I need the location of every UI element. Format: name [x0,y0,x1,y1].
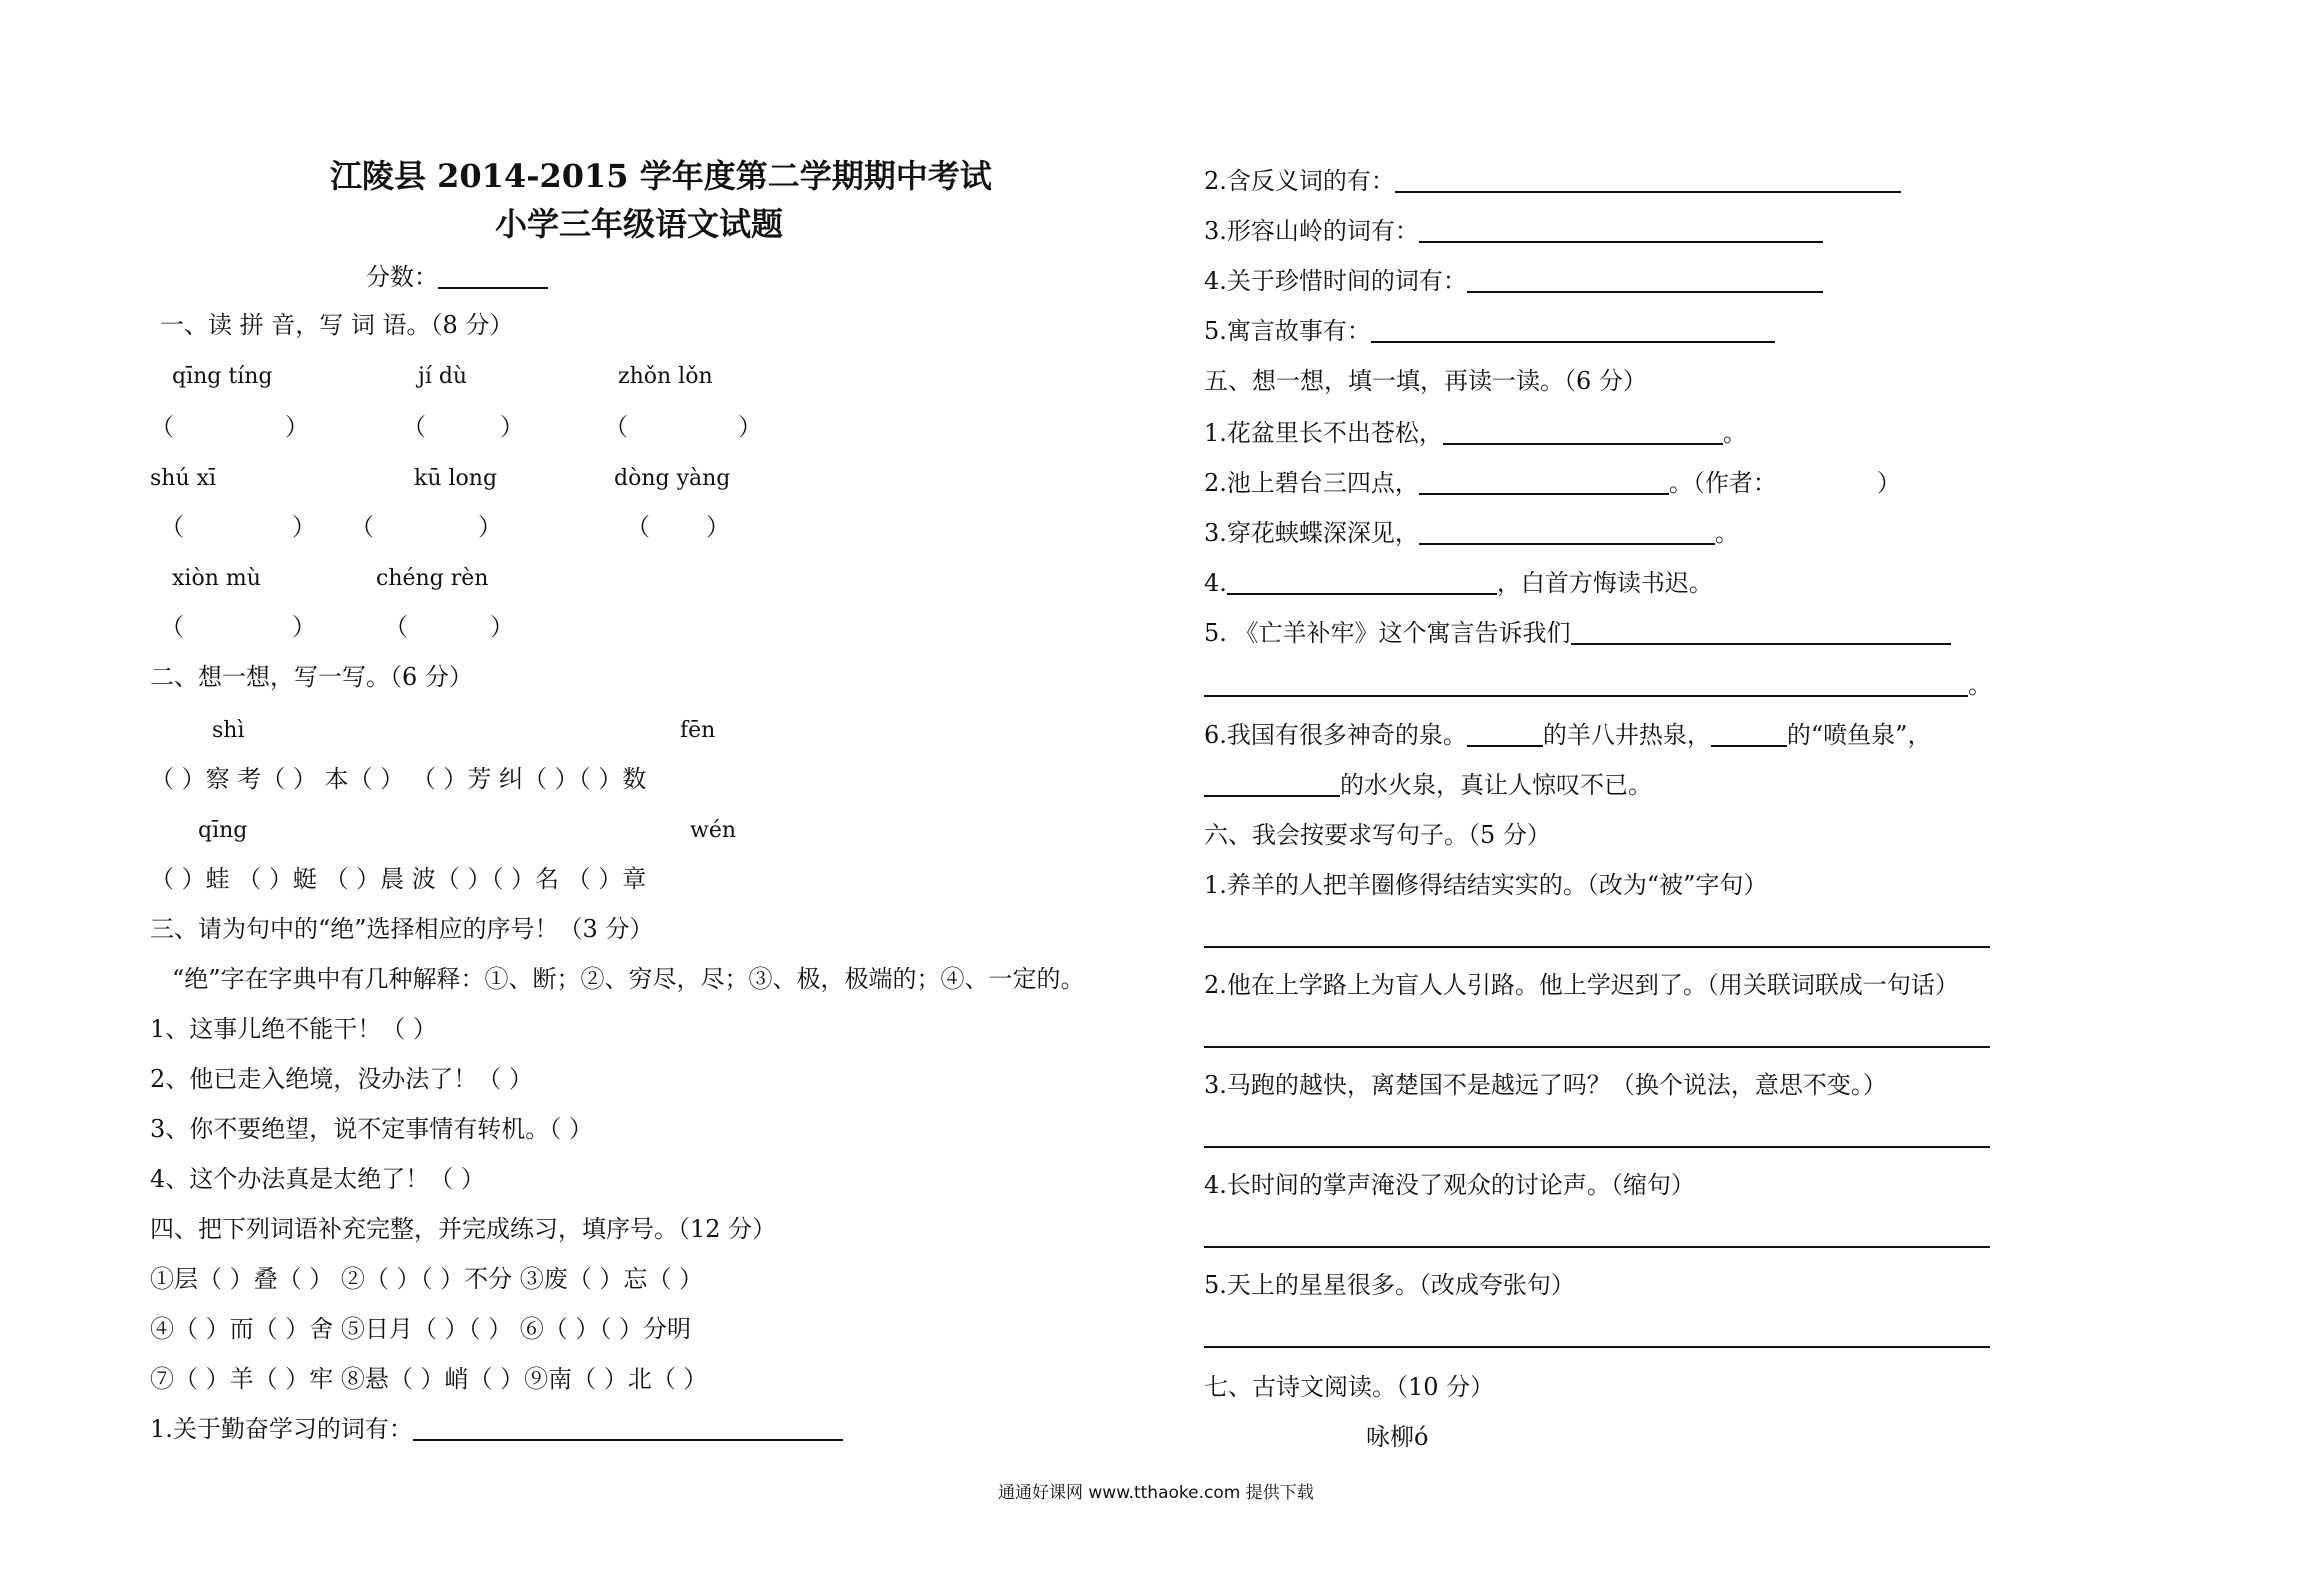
word-row-2: （ ）蛙 （ ）蜓 （ ）晨 波（ ）（ ）名 （ ）章 [150,865,647,893]
springs-text: 6.我国有很多神奇的泉。 [1204,721,1467,749]
poem-line-end: ，白首方悔读书迟。 [1496,569,1713,597]
score-field [366,262,548,292]
section-5-heading: 五、想一想，填一填，再读一读。（6 分） [1204,367,1647,395]
answer-line[interactable] [1204,1346,1990,1348]
answer-blank[interactable] [1419,217,1823,243]
poem-fill [1204,418,1747,448]
section-7-heading: 七、古诗文阅读。（10 分） [1204,1373,1495,1401]
poem-line-end: 。 [1722,419,1747,447]
pinyin-5: kū long [414,466,498,491]
answer-line[interactable] [1204,1246,1990,1248]
answer-line[interactable] [1204,1146,1990,1148]
section-3-heading: 三、请为句中的“绝”选择相应的序号！（3 分） [150,915,654,943]
pinyin-8: chéng rèn [376,566,489,591]
answer-blank[interactable] [1419,519,1715,545]
answer-blank[interactable] [1371,317,1775,343]
answer-paren-close: ） [738,413,762,441]
fable-fill [1204,618,1951,648]
fill-question [150,1414,843,1444]
answer-paren-open: （ [402,413,426,441]
answer-paren-open: （ [350,513,374,541]
answer-blank[interactable] [1467,267,1823,293]
rewrite-item: 2.他在上学路上为盲人人引路。他上学迟到了。（用关联词联成一句话） [1204,971,1959,999]
fill-question-label: 4.关于珍惜时间的词有： [1204,267,1467,295]
rewrite-item: 1.养羊的人把羊圈修得结结实实的。（改为“被”字句） [1204,871,1768,899]
fill-question [1204,316,1775,346]
section-4-heading: 四、把下列词语补充完整，并完成练习，填序号。（12 分） [150,1215,777,1243]
answer-blank[interactable] [1711,721,1787,747]
springs-text: 的水火泉，真让人惊叹不已。 [1340,771,1652,799]
question-item: 1、这事儿绝不能干！（ ） [150,1015,437,1043]
question-item: 4、这个办法真是太绝了！（ ） [150,1165,485,1193]
rewrite-item: 3.马跑的越快，离楚国不是越远了吗？（换个说法，意思不变。） [1204,1071,1887,1099]
poem-title: 咏柳ó [1366,1423,1429,1451]
section-1-heading: 一、读 拼 音，写 词 语。（8 分） [160,311,514,339]
answer-blank[interactable] [1227,569,1497,595]
poem-line-text: 3.穿花蛱蝶深深见， [1204,519,1419,547]
pinyin-7: xiòn mù [172,566,261,591]
section-6-heading: 六、我会按要求写句子。（5 分） [1204,821,1551,849]
exam-subtitle: 小学三年级语文试题 [495,205,784,243]
answer-paren-close: ） [292,513,316,541]
answer-paren-open: （ [626,513,650,541]
idiom-row: ④（ ）而（ ）舍 ⑤日月（ ）（ ） ⑥（ ）（ ）分明 [150,1315,692,1343]
poem-fill [1204,568,1713,598]
paren-close: ） [1876,469,1901,497]
pinyin-wen: wén [690,818,737,843]
exam-title: 江陵县 2014-2015 学年度第二学期期中考试 [330,157,992,195]
answer-line[interactable] [1204,1046,1990,1048]
poem-line-end: 。 [1714,519,1739,547]
idiom-row: ①层（ ）叠（ ） ②（ ）（ ）不分 ③废（ ）忘（ ） [150,1265,704,1293]
answer-blank[interactable] [1204,771,1340,797]
springs-text: 的羊八井热泉， [1542,721,1711,749]
answer-blank[interactable] [1571,619,1951,645]
definition-note: “绝”字在字典中有几种解释：①、断；②、穷尽，尽；③、极，极端的；④、一定的。 [172,965,1085,993]
answer-paren-close: ） [500,413,524,441]
poem-line-end: 。（作者： [1668,469,1777,497]
rewrite-item: 5.天上的星星很多。（改成夸张句） [1204,1271,1575,1299]
score-label: 分数： [366,263,438,291]
answer-blank[interactable] [1204,671,1968,697]
pinyin-2: jí dù [418,364,468,389]
pinyin-fen: fēn [680,718,716,743]
springs-text: 的“喷鱼泉”， [1786,721,1932,749]
word-row-1: （ ）察 考（ ） 本（ ） （ ）芳 纠（ ）（ ）数 [150,765,647,793]
fable-question: 5. 《亡羊补牢》这个寓言告诉我们 [1204,619,1571,647]
answer-line[interactable] [1204,946,1990,948]
answer-paren-close: ） [292,613,316,641]
idiom-row: ⑦（ ）羊（ ）牢 ⑧悬（ ）峭（ ）⑨南（ ）北（ ） [150,1365,708,1393]
poem-line-text: 1.花盆里长不出苍松， [1204,419,1443,447]
fable-fill-continued [1204,670,1992,700]
answer-paren-close: ） [490,613,514,641]
fill-question [1204,166,1901,196]
line-end: 。 [1968,671,1992,699]
answer-blank[interactable] [1419,469,1669,495]
pinyin-6: dòng yàng [614,466,731,491]
pinyin-1: qīng tíng [172,364,273,389]
answer-paren-open: （ [160,613,184,641]
fill-question-label: 3.形容山岭的词有： [1204,217,1419,245]
answer-paren-open: （ [150,413,174,441]
answer-paren-close: ） [478,513,502,541]
section-2-heading: 二、想一想，写一写。（6 分） [150,663,473,691]
fill-question-label: 1.关于勤奋学习的词有： [150,1415,413,1443]
answer-blank[interactable] [1443,419,1723,445]
poem-line-text: 2.池上碧台三四点， [1204,469,1419,497]
poem-line-text: 4. [1204,569,1227,597]
springs-question-continued [1204,770,1652,800]
fill-question [1204,266,1823,296]
poem-fill [1204,468,1901,498]
answer-blank[interactable] [413,1415,843,1441]
answer-paren-close: ） [706,513,730,541]
pinyin-4: shú xī [150,466,217,491]
answer-paren-open: （ [604,413,628,441]
springs-question [1204,720,1931,750]
pinyin-qing: qīng [198,818,248,843]
answer-paren-close: ） [285,413,309,441]
question-item: 3、你不要绝望，说不定事情有转机。（ ） [150,1115,593,1143]
fill-question-label: 2.含反义词的有： [1204,167,1395,195]
pinyin-shi: shì [212,718,245,743]
rewrite-item: 4.长时间的掌声淹没了观众的讨论声。（缩句） [1204,1171,1695,1199]
question-item: 2、他已走入绝境，没办法了！（ ） [150,1065,533,1093]
poem-fill [1204,518,1739,548]
score-blank[interactable] [438,263,548,289]
fill-question [1204,216,1823,246]
answer-paren-open: （ [384,613,408,641]
answer-blank[interactable] [1395,167,1901,193]
answer-paren-open: （ [160,513,184,541]
pinyin-3: zhǒn lǒn [618,364,713,389]
footer-credit: 通通好课网 www.tthaoke.com 提供下载 [998,1483,1314,1503]
answer-blank[interactable] [1467,721,1543,747]
fill-question-label: 5.寓言故事有： [1204,317,1371,345]
